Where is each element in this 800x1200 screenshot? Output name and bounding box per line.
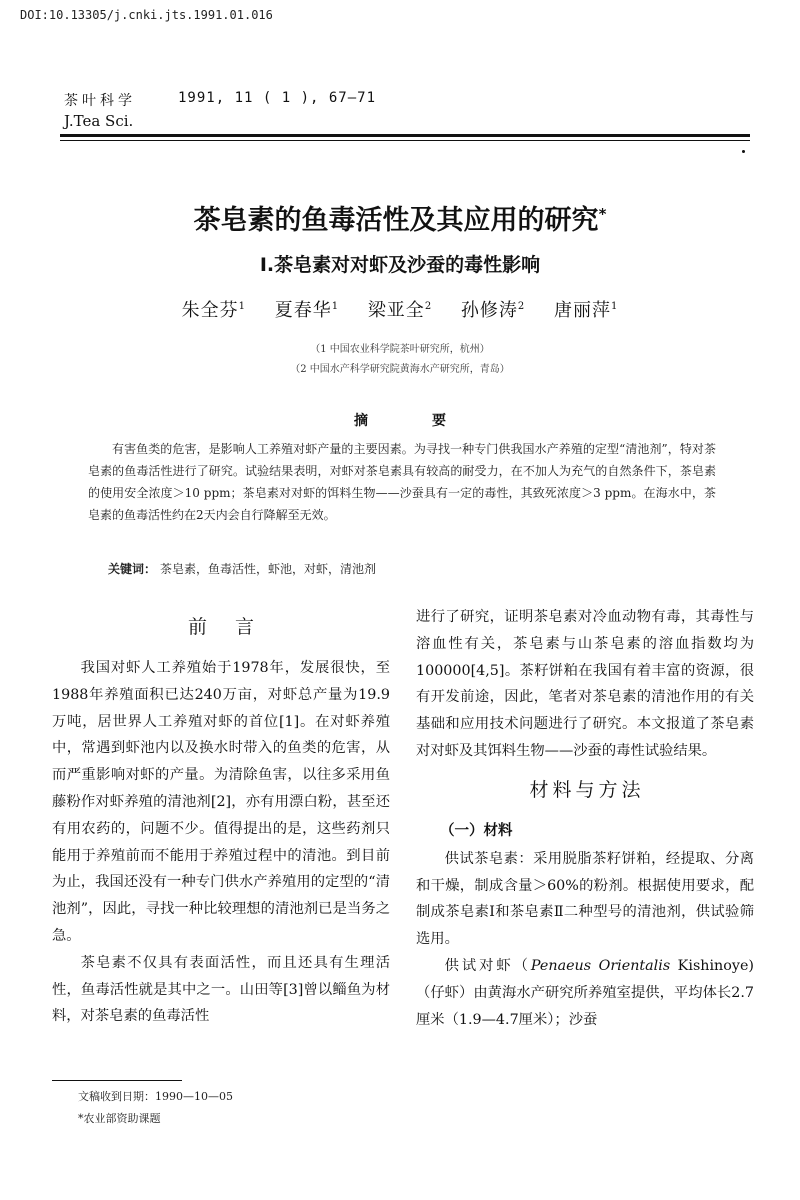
footnote-rule <box>52 1080 182 1081</box>
materials-paragraph-2 <box>416 953 754 1033</box>
paper-subtitle: Ⅰ.茶皂素对对虾及沙蚕的毒性影响 <box>259 254 541 276</box>
author <box>368 300 432 321</box>
footnote-received-date: 文稿收到日期：1990—10—05 <box>78 1090 233 1103</box>
abstract-heading: 摘要 <box>354 413 510 429</box>
author <box>182 300 246 321</box>
author <box>554 300 618 321</box>
author <box>461 300 525 321</box>
intro-paragraph-1: 我国对虾人工养殖始于1978年，发展很快，至1988年养殖面积已达240万亩，对虾总产量为19.9万吨，居世界人工养殖对虾的首位[1]。在对虾养殖中，常遇到虾池内以及换水时带入的鱼类的危害，从而严重影响对虾的产量。为清除鱼害，以往多采用鱼藤粉作对虾养殖的清池剂[2]，亦有用漂白粉，甚至还有用农药的，问题不少。值得提出的是，这些药剂只能用于养殖前而不能用于养殖过程中的清池。到目前为止，我国还没有一种专门供水产养殖用的定型的“清池剂”，因此，寻找一种比较理想的清池剂已是当务之急。 <box>52 660 390 944</box>
author-affiliation-mark: 1 <box>611 301 619 312</box>
author-name: 梁亚全 <box>367 300 425 321</box>
affiliation-2: （2 中国水产科学研究院黄海水产研究所，青岛） <box>290 364 510 375</box>
footnote-funding: *农业部资助课题 <box>78 1112 161 1125</box>
materials-p2-start: 供试对虾（ <box>444 957 531 974</box>
author-name: 唐丽萍 <box>554 300 612 321</box>
author <box>275 300 339 321</box>
left-column <box>52 604 390 1030</box>
section-heading-intro: 前言 <box>187 616 282 638</box>
author-name: 夏春华 <box>274 300 332 321</box>
author-list <box>0 296 800 322</box>
journal-name-cn: 茶叶科学 <box>64 93 136 109</box>
paper-title-text: 茶皂素的鱼毒活性及其应用的研究 <box>193 205 599 236</box>
section-heading-methods: 材料与方法 <box>529 778 645 801</box>
abstract-text: 有害鱼类的危害，是影响人工养殖对虾产量的主要因素。为寻找一种专门供我国水产养殖的定型“清池剂”，特对茶皂素的鱼毒活性进行了研究。试验结果表明，对虾对茶皂素具有较高的耐受力，在不加人为充气的自然条件下，茶皂素的使用安全浓度＞10 ppm；茶皂素对对虾的饵料生物——沙蚕具有一定的毒性，其致死浓度＞3 ppm。在海水中，茶皂素的鱼毒活性约在2天内会自行降解至无效。 <box>88 442 716 522</box>
title-footnote-mark: * <box>598 205 607 223</box>
author-affiliation-mark: 1 <box>238 301 246 312</box>
affiliation-1: （1 中国农业科学院茶叶研究所，杭州） <box>310 344 490 355</box>
scan-speck <box>742 150 745 153</box>
keywords-line <box>108 560 376 577</box>
subsection-heading-materials: （一）材料 <box>440 822 513 839</box>
species-name: Penaeus Orientalis <box>530 957 671 974</box>
author-affiliation-mark: 1 <box>331 301 340 312</box>
doi-line: DOI:10.13305/j.cnki.jts.1991.01.016 <box>20 8 273 22</box>
keywords-list: 茶皂素，鱼毒活性，虾池，对虾，清池剂 <box>160 562 377 576</box>
header-rule-thick <box>60 134 750 137</box>
author-name: 孙修涛 <box>460 300 518 321</box>
author-affiliation-mark: 2 <box>517 301 526 312</box>
keywords-label: 关键词： <box>108 562 157 576</box>
journal-name-en: J.Tea Sci. <box>64 112 134 130</box>
materials-paragraph-1: 供试茶皂素：采用脱脂茶籽饼粕，经提取、分离和干燥，制成含量＞60%的粉剂。根据使用要求，配制成茶皂素Ⅰ和茶皂素Ⅱ二种型号的清池剂，供试验筛选用。 <box>416 850 754 948</box>
header-rule-thin <box>60 140 750 141</box>
author-affiliation-mark: 2 <box>424 301 433 312</box>
intro-paragraph-continued: 进行了研究，证明茶皂素对冷血动物有毒，其毒性与溶血性有关，茶皂素与山茶皂素的溶血指数均为100000[4,5]。茶籽饼粕在我国有着丰富的资源，很有开发前途，因此，笔者对茶皂素的清池作用的有关基础和应用技术问题进行了研究。本文报道了茶皂素对对虾及其饵料生物——沙蚕的毒性试验结果。 <box>416 609 754 759</box>
intro-paragraph-2: 茶皂素不仅具有表面活性，而且还具有生理活性，鱼毒活性就是其中之一。山田等[3]曾以鲻鱼为材料，对茶皂素的鱼毒活性 <box>52 954 390 1025</box>
author-name: 朱全芬 <box>181 300 239 321</box>
paper-title <box>0 198 800 237</box>
right-column <box>416 604 754 1033</box>
materials-p2-rest: Kishinoye)（仔虾）由黄海水产研究所养殖室提供，平均体长2.7厘米（1.9—4.7厘米）；沙蚕 <box>416 957 754 1028</box>
journal-issue: 1991, 11 ( 1 ), 67—71 <box>178 90 377 106</box>
